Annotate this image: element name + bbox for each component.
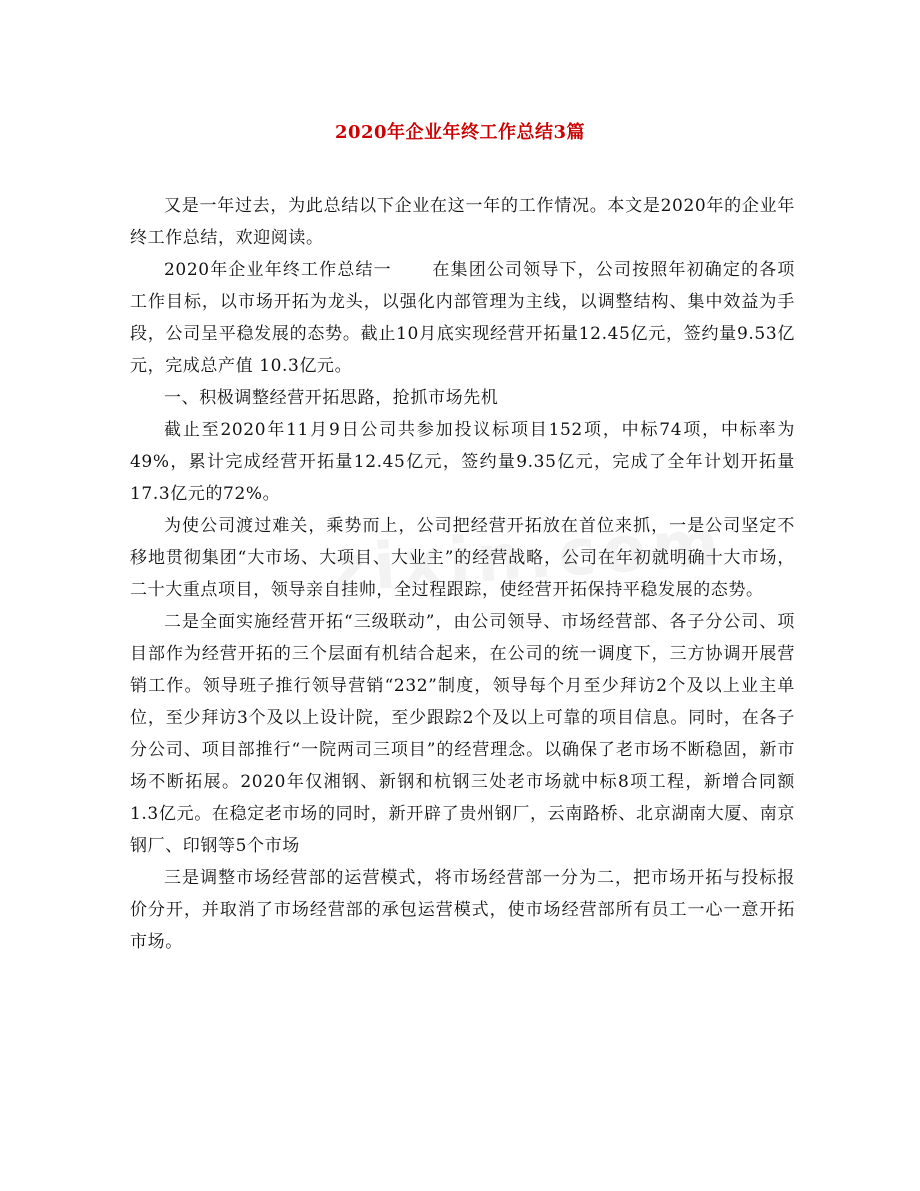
paragraph-intro: 又是一年过去，为此总结以下企业在这一年的工作情况。本文是2020年的企业年终工作总结，欢迎阅读。 [130,196,795,248]
paragraph-strategy-two: 二是全面实施经营开拓“三级联动”，由公司领导、市场经营部、各子分公司、项目部作为经营开拓的三个层面有机结合起来，在公司的统一调度下，三方协调开展营销工作。领导班子推行领导营销“232”制度，领导每个月至少拜访2个及以上业主单位，至少拜访3个及以上设计院，至少跟踪2个及以上可靠的项目信息。同时，在各子分公司、项目部推行“一院两司三项目”的经营理念。以确保了老市场不断稳固，新市场不断拓展。2020年仅湘钢、新钢和杭钢三处老市场就中标8项工程，新增合同额1.3亿元。在稳定老市场的同时，新开辟了贵州钢厂，云南路桥、北京湖南大厦、南京钢厂、印钢等5个市场 [130,612,795,856]
section-heading-one: 一、积极调整经营开拓思路，抢抓市场先机 [164,388,499,408]
summary-one-text: 在集团公司领导下，公司按照年初确定的各项工作目标，以市场开拓为龙头，以强化内部管理为主线，以调整结构、集中效益为手段，公司呈平稳发展的态势。截止10月底实现经营开拓量12.45亿元，签约量9.53亿元，完成总产值 10.3亿元。 [130,260,795,376]
document-title: 2020年企业年终工作总结3篇 [334,122,586,143]
paragraph-summary-one [130,254,795,382]
summary-one-label: 2020年企业年终工作总结一 [164,260,392,280]
paragraph-strategy-one: 为使公司渡过难关，乘势而上，公司把经营开拓放在首位来抓，一是公司坚定不移地贯彻集团“大市场、大项目、大业主”的经营战略，公司在年初就明确十大市场，二十大重点项目，领导亲自挂帅，全过程跟踪，使经营开拓保持平稳发展的态势。 [130,516,795,600]
document-body [130,190,795,958]
paragraph-bidding-stats: 截止至2020年11月9日公司共参加投议标项目152项，中标74项，中标率为49%，累计完成经营开拓量12.45亿元，签约量9.35亿元，完成了全年计划开拓量17.3亿元的72%。 [130,420,795,504]
paragraph-strategy-three: 三是调整市场经营部的运营模式，将市场经营部一分为二，把市场开拓与投标报价分开，并取消了市场经营部的承包运营模式，使市场经营部所有员工一心一意开拓市场。 [130,868,795,952]
